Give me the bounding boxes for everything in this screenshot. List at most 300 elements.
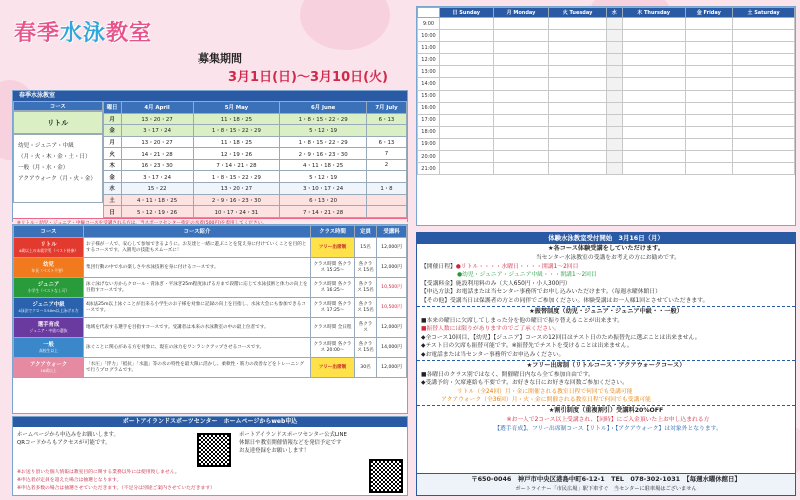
slot-cell [606, 54, 622, 66]
slot-cell [440, 66, 494, 78]
dow-cell: 金 [103, 125, 121, 137]
dow-cell: 金 [103, 171, 121, 183]
slot-cell [440, 54, 494, 66]
dow-cell: 月 [103, 113, 121, 125]
slot-cell [493, 42, 549, 54]
course-time: フリー出席制 [311, 237, 355, 257]
month-header: 7月 July [367, 102, 407, 114]
schedule-heading: 春季水泳教室 [13, 91, 407, 101]
warning-text: ※お送り頂いた個人情報は教室目的に関する業務以外には使用致しません。 [17, 470, 180, 475]
course-name: リトル [40, 242, 57, 248]
slot-cell [549, 54, 606, 66]
course-desc: 4泳法25m以上泳ぐことが出来る小学生のお子様を対象に記録の向上を目指し、水泳大会にも参加できるコースです。 [84, 297, 311, 317]
course-desc: 集団行動の中で水の楽しさや水泳技術を身に付けるコースです。 [84, 257, 311, 277]
schedule-grid [103, 101, 407, 218]
slot-cell [606, 66, 622, 78]
slot-cell [622, 163, 685, 175]
course-name-cell [14, 337, 84, 357]
course-name: ジュニア中級 [32, 302, 65, 308]
slot-cell [440, 163, 494, 175]
course-name: アクアウォーク [29, 362, 68, 368]
slot-cell [606, 30, 622, 42]
time-col-header [418, 8, 440, 18]
slot-cell [493, 102, 549, 114]
date-cell: 5・12・19・26 [121, 206, 193, 218]
date-cell: 4・11・18・25 [280, 159, 367, 171]
course-row [14, 257, 407, 277]
info-line: ◆受講予約・欠席連絡も不要です。お好きな日にお好きな回数ご参加ください。 [421, 380, 628, 387]
slot-cell [440, 18, 494, 30]
month-header: 4月 April [121, 102, 193, 114]
course-header: 定員 [355, 226, 377, 238]
address-footer [417, 473, 795, 495]
group-labels [13, 134, 103, 203]
schedule-course-col [13, 101, 103, 218]
course-intro-box [12, 224, 408, 414]
course-name: 選手育成 [37, 322, 60, 328]
course-header: コース [14, 226, 84, 238]
slot-cell [493, 151, 549, 163]
day-header: 金 Friday [685, 8, 733, 18]
course-sub: ジュニア・中級の選抜 [29, 328, 68, 333]
slot-cell [493, 90, 549, 102]
slot-cell [685, 30, 733, 42]
info-line: ■振替人数には限りがありますのでご了承ください。 [421, 326, 560, 333]
month-header: 6月 June [280, 102, 367, 114]
date-cell: 13・20・27 [121, 136, 193, 148]
slot-cell [685, 42, 733, 54]
hp-text: QRコードからもアクセスが可能です。 [17, 440, 111, 446]
time-label: 21:00 [418, 163, 440, 175]
warning-text: ※申込者が定員を超えた場合は抽選となります。 [17, 478, 122, 483]
date-cell [367, 206, 407, 218]
slot-cell [733, 54, 795, 66]
group-label: アクアウォーク（月・火・金） [18, 176, 96, 182]
slot-cell [733, 18, 795, 30]
slot-cell [440, 78, 494, 90]
date-cell: 3・17・24 [121, 125, 193, 137]
slot-cell [549, 102, 606, 114]
course-time: フリー出席制 [311, 357, 355, 377]
info-line: ◆全コース10回目、【幼児】【ジュニア】コースの12回目はテスト日のため振替先に選ぶことは出来ません。 [421, 334, 701, 341]
slot-cell [549, 66, 606, 78]
page-title: 春季水泳教室 [14, 21, 153, 46]
slot-cell [440, 42, 494, 54]
time-label: 16:00 [418, 102, 440, 114]
slot-cell [606, 102, 622, 114]
time-label: 10:00 [418, 30, 440, 42]
slot-cell [493, 18, 549, 30]
course-col-header: コース [13, 101, 103, 111]
day-header: 日 Sunday [440, 8, 494, 18]
hp-left-text [17, 431, 119, 447]
date-cell: 16・23・30 [121, 159, 193, 171]
date-cell: 7・14・21・28 [193, 159, 280, 171]
course-fee: 12,000円 [377, 357, 407, 377]
date-cell: 6・13・20 [280, 194, 367, 206]
time-row [418, 163, 795, 175]
time-label: 14:00 [418, 78, 440, 90]
info-line: ◆お電話または当センター事務所でお申込みください。 [421, 351, 565, 358]
slot-cell [493, 30, 549, 42]
time-label: 18:00 [418, 126, 440, 138]
slot-cell [549, 151, 606, 163]
course-name: 幼児 [43, 262, 54, 268]
day-header: 月 Monday [493, 8, 549, 18]
course-name-cell [14, 257, 84, 277]
date-cell: 2 [367, 159, 407, 171]
slot-cell [440, 30, 494, 42]
time-row [418, 114, 795, 126]
timetable-grid [417, 7, 795, 175]
date-cell: 7 [367, 148, 407, 160]
course-desc: 泳ぐことに関心がある方を対象に、現在の泳力をワンランクアップさせるコースです。 [84, 337, 311, 357]
slot-cell [606, 42, 622, 54]
schedule-row [103, 136, 406, 148]
date-cell: 4・11・18・25 [121, 194, 193, 206]
date-cell: 15・22 [121, 183, 193, 195]
slot-cell [685, 90, 733, 102]
time-label: 19:00 [418, 138, 440, 150]
course-fee: 10,500円 [377, 277, 407, 297]
course-row [14, 297, 407, 317]
info-box [416, 232, 796, 496]
hp-warnings [17, 469, 215, 493]
course-cap: 30名 [355, 357, 377, 377]
slot-cell [733, 151, 795, 163]
schedule-row [103, 183, 406, 195]
slot-cell [733, 30, 795, 42]
info-line: ●幼児・ジュニア・ジュニア中級・・・開講1〜2回目 [457, 272, 597, 279]
schedule-row [103, 194, 406, 206]
address: 〒650-0046 神戸市中央区港島中町6-12-1 TEL 078-302-1031 【毎週水曜休館日】 [471, 475, 741, 483]
slot-cell [606, 151, 622, 163]
free-attendance-heading: ★フリー出席制（リトルコース・アクアウォークコース） [417, 360, 795, 371]
time-row [418, 151, 795, 163]
hp-text: ホームページから申込みをお願いします。 [17, 432, 119, 438]
time-row [418, 90, 795, 102]
date-cell: 3・17・24 [121, 171, 193, 183]
discount-heading: ★割引制度（重複割引）受講料20%OFF [417, 405, 795, 416]
dow-cell: 月 [103, 136, 121, 148]
slot-cell [733, 78, 795, 90]
course-time: クラス時間 各クラス 20:00〜 [311, 337, 355, 357]
slot-cell [685, 138, 733, 150]
left-flyer-page [6, 6, 410, 496]
course-fee: 14,000円 [377, 337, 407, 357]
course-desc: 「水圧」「浮力」「抵抗」「水温」等の水の特性を最大限に活かし、柔軟性・筋力の改善などをトレーニングで行うプログラムです。 [84, 357, 311, 377]
dow-cell: 水 [103, 183, 121, 195]
date-cell: 11・18・25 [193, 136, 280, 148]
homepage-qr-icon[interactable] [197, 433, 231, 467]
slot-cell [493, 78, 549, 90]
date-cell: 1・8・15・22・29 [193, 125, 280, 137]
course-name: ジュニア [37, 282, 60, 288]
slot-cell [549, 18, 606, 30]
slot-cell [622, 66, 685, 78]
slot-cell [733, 163, 795, 175]
course-name-cell [14, 357, 84, 377]
time-label: 17:00 [418, 114, 440, 126]
time-label: 9:00 [418, 18, 440, 30]
course-sub: 年長（ベスト不要） [31, 268, 66, 273]
date-cell: 1・8 [367, 183, 407, 195]
slot-cell [493, 114, 549, 126]
date-cell: 11・18・25 [193, 113, 280, 125]
slot-cell [685, 114, 733, 126]
time-row [418, 78, 795, 90]
hp-text: ポートアイランドスポーツセンター公式LINE [239, 432, 347, 438]
time-row [418, 66, 795, 78]
slot-cell [440, 90, 494, 102]
day-header: 火 Tuesday [549, 8, 606, 18]
course-sub: 4泳法でクロール50m以上泳げる方 [18, 308, 79, 313]
course-name: 一般 [43, 342, 54, 348]
slot-cell [440, 126, 494, 138]
slot-cell [440, 114, 494, 126]
course-time: クラス時間 各クラス 16:25〜 [311, 277, 355, 297]
course-cap: 各クラス 15名 [355, 337, 377, 357]
course-sub: 18歳以上 [40, 368, 57, 373]
time-row [418, 138, 795, 150]
course-cap: 各クラス [355, 317, 377, 337]
info-line: ◆テスト日の欠席も振替可能です。※振替先でテストを受けることは出来ません。 [421, 343, 633, 350]
info-line: 【選手育成】、フリー出席制コース【リトル】・【アクアウォーク】は対象外となります。 [494, 425, 722, 432]
info-line: アクアウォーク（全36回）月・火・金に開催される教室日程で何回でも受講可能 [441, 397, 651, 404]
date-cell: 1・8・15・22・29 [193, 171, 280, 183]
course-cap: 各クラス 15名 [355, 277, 377, 297]
date-cell [367, 171, 407, 183]
time-row [418, 102, 795, 114]
course-fee: 12,000円 [377, 257, 407, 277]
info-line: 当センター水泳教室の受講をお考えの方にお勧めです。 [535, 255, 681, 261]
time-row [418, 54, 795, 66]
line-qr-icon[interactable] [369, 459, 403, 493]
course-sub: 小学生（ベストなし可） [27, 288, 70, 293]
course-name-cell [14, 317, 84, 337]
course-name-cell [14, 237, 84, 257]
info-line: ■各曜日のクラス別ではなく、開催曜日内なら全て参加自由です。 [421, 371, 594, 378]
course-fee: 10,500円 [377, 297, 407, 317]
dow-header: 曜日 [103, 102, 121, 114]
slot-cell [606, 138, 622, 150]
info-line: ※お一人で2コース以上受講され、【同時】にご入金頂いた上お申し込まれる方 [506, 416, 710, 423]
slot-cell [685, 163, 733, 175]
slot-cell [549, 138, 606, 150]
slot-cell [440, 138, 494, 150]
slot-cell [549, 114, 606, 126]
info-line: 【開催日程】●リトル・・・・水曜日・・・・開講1〜2回目 [421, 263, 579, 270]
slot-cell [606, 90, 622, 102]
slot-cell [733, 42, 795, 54]
dow-cell: 木 [103, 159, 121, 171]
slot-cell [685, 18, 733, 30]
slot-cell [733, 90, 795, 102]
course-desc: お子様が一人で、安心して参加できるように。お友達と一緒に遊ぶことを覚え身に付けていくことを目的とするコースです。入園児の技能もスムーズに！ [84, 237, 311, 257]
date-cell [367, 125, 407, 137]
slot-cell [622, 78, 685, 90]
slot-cell [606, 114, 622, 126]
course-table [13, 225, 407, 378]
course-desc: 泳ぐ泳げない方からクロール・背泳ぎ・平泳ぎ25m程度泳げる方まで段階に応じて水泳技術と体力の向上を目指すコースです。 [84, 277, 311, 297]
time-row [418, 30, 795, 42]
time-label: 15:00 [418, 90, 440, 102]
trial-title: 体験水泳教室受付開始 3月16日（月） [417, 233, 795, 244]
access: ポートライナー「市民広場」駅下車すぐ 当センターに駐車場はございません [515, 486, 697, 492]
date-cell: 6・13 [367, 113, 407, 125]
course-row [14, 357, 407, 377]
info-line: リトル（全24回）月・金に開催される教室日程で何回でも受講可能 [457, 388, 633, 395]
info-line: ■本来の曜日に欠席してしまった分を他の曜日で振り替えることが出来ます。 [421, 317, 624, 324]
course-fee: 12,000円 [377, 317, 407, 337]
slot-cell [440, 102, 494, 114]
hp-text: 休館日や教室開催情報などを発信予定です [239, 440, 342, 446]
slot-cell [685, 151, 733, 163]
slot-cell [685, 78, 733, 90]
trial-heading: ★各コース体験受講をしていただけます。 [547, 245, 665, 252]
slot-cell [733, 66, 795, 78]
course-name-cell [14, 297, 84, 317]
slot-cell [440, 151, 494, 163]
date-cell: 14・21・28 [121, 148, 193, 160]
course-time: クラス時間 全日程 [311, 317, 355, 337]
slot-cell [549, 90, 606, 102]
slot-cell [685, 102, 733, 114]
slot-cell [622, 114, 685, 126]
course-row [14, 337, 407, 357]
warning-text: ※申込者多数の場合は抽選させていただきます。（不足分は別途ご案内させていただきます） [17, 486, 215, 491]
date-cell: 6・13 [367, 136, 407, 148]
homepage-box [12, 416, 408, 496]
dow-cell: 土 [103, 194, 121, 206]
slot-cell [685, 54, 733, 66]
info-line: 【受講料金】施設利用料のみ（大人650円・小人300円） [421, 280, 571, 287]
time-label: 13:00 [418, 66, 440, 78]
course-header: 受講料 [377, 226, 407, 238]
slot-cell [549, 30, 606, 42]
slot-cell [622, 151, 685, 163]
homepage-bar: ポートアイランドスポーツセンター ホームページからweb申込 [13, 417, 407, 427]
date-cell: 5・12・19 [280, 171, 367, 183]
date-cell: 13・20・27 [193, 183, 280, 195]
schedule-table-box [12, 90, 408, 222]
course-row [14, 277, 407, 297]
time-label: 20:00 [418, 151, 440, 163]
slot-cell [493, 163, 549, 175]
slot-cell [622, 138, 685, 150]
slot-cell [622, 30, 685, 42]
date-cell: 10・17・24・31 [193, 206, 280, 218]
course-sub: 4歳以上の未就学児（ベスト持参） [18, 248, 79, 253]
time-label: 12:00 [418, 54, 440, 66]
schedule-row [103, 113, 406, 125]
group-label: （月・火・木・金・土・日） [18, 154, 91, 160]
slot-cell [606, 78, 622, 90]
schedule-row [103, 206, 406, 218]
date-cell: 13・20・27 [121, 113, 193, 125]
slot-cell [493, 66, 549, 78]
date-cell: 2・9・16・23・30 [280, 148, 367, 160]
hp-right-text [239, 431, 347, 455]
right-flyer-page [416, 6, 796, 496]
course-desc: 地域を代表する選手を目指すコースです。受講者は本来の水泳教室の中の最上位者です。 [84, 317, 311, 337]
course-name-cell [14, 277, 84, 297]
date-cell: 3・10・17・24 [280, 183, 367, 195]
schedule-row [103, 125, 406, 137]
course-sub: 高校生以上 [39, 348, 58, 353]
slot-cell [549, 126, 606, 138]
transfer-heading: ★振替制度（幼児・ジュニア・ジュニア中級・・一般） [417, 306, 795, 317]
schedule-row [103, 148, 406, 160]
day-header: 水 [606, 8, 622, 18]
course-header: コース紹介 [84, 226, 311, 238]
time-row [418, 42, 795, 54]
slot-cell [606, 163, 622, 175]
slot-cell [733, 126, 795, 138]
slot-cell [733, 114, 795, 126]
course-cap: 各クラス 15名 [355, 257, 377, 277]
hp-text: お友達登録をお願いします！ [239, 448, 310, 454]
date-cell: 2・9・16・23・30 [193, 194, 280, 206]
schedule-row [103, 171, 406, 183]
slot-cell [549, 78, 606, 90]
slot-cell [622, 54, 685, 66]
schedule-row [103, 159, 406, 171]
date-cell: 7・14・21・28 [280, 206, 367, 218]
little-label: リトル [13, 111, 103, 134]
period-dates: 3月1日(日)～3月10日(火) [228, 70, 388, 85]
slot-cell [733, 102, 795, 114]
slot-cell [606, 126, 622, 138]
date-cell: 1・8・15・22・29 [280, 136, 367, 148]
course-time: クラス時間 各クラス 17:25〜 [311, 297, 355, 317]
course-header: クラス時間 [311, 226, 355, 238]
course-fee: 12,000円 [377, 237, 407, 257]
month-header: 5月 May [193, 102, 280, 114]
group-label: 幼児・ジュニア・中級 [18, 143, 74, 149]
slot-cell [685, 126, 733, 138]
slot-cell [622, 102, 685, 114]
slot-cell [622, 42, 685, 54]
slot-cell [622, 90, 685, 102]
slot-cell [549, 42, 606, 54]
slot-cell [493, 54, 549, 66]
period-label: 募集期間 [198, 52, 242, 65]
time-row [418, 126, 795, 138]
weekly-timetable [416, 6, 796, 226]
slot-cell [549, 163, 606, 175]
slot-cell [606, 18, 622, 30]
time-row [418, 18, 795, 30]
date-cell: 1・8・15・22・29 [280, 113, 367, 125]
dow-cell: 日 [103, 206, 121, 218]
info-line: 【その他】受講当日は保護者の方との同伴でご参加ください。体験受講はお一人様1回とさせていただきます。 [421, 297, 709, 304]
course-row [14, 237, 407, 257]
slot-cell [493, 138, 549, 150]
dow-cell: 火 [103, 148, 121, 160]
day-header: 土 Saturday [733, 8, 795, 18]
date-cell: 12・19・26 [193, 148, 280, 160]
group-label: 一般（月・水・金） [18, 165, 69, 171]
course-row [14, 317, 407, 337]
slot-cell [493, 126, 549, 138]
slot-cell [685, 66, 733, 78]
date-cell: 5・12・19 [280, 125, 367, 137]
slot-cell [622, 18, 685, 30]
time-label: 11:00 [418, 42, 440, 54]
slot-cell [622, 126, 685, 138]
date-cell [367, 194, 407, 206]
